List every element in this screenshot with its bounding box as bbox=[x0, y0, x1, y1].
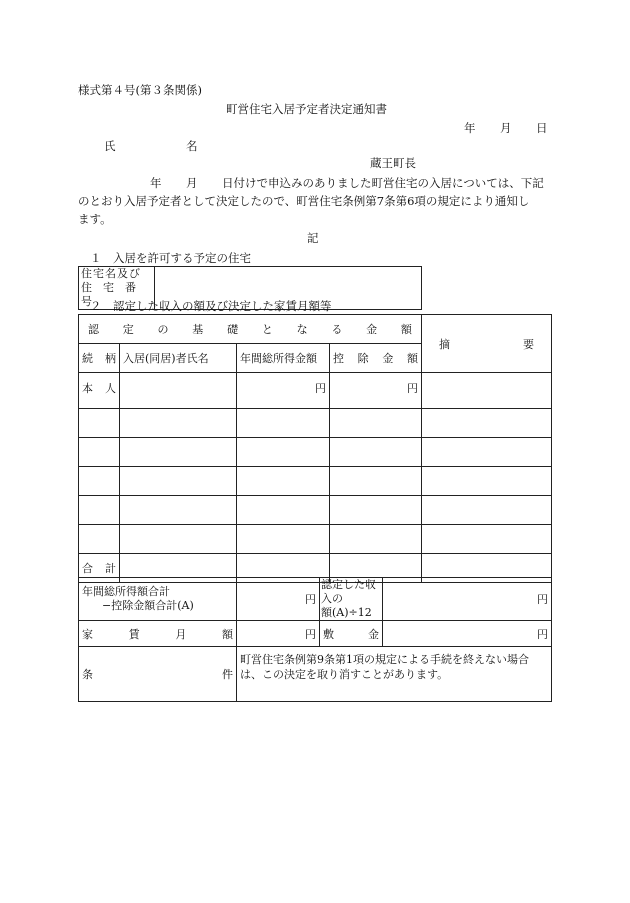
deduction-cell: 円 bbox=[330, 373, 422, 409]
table-row bbox=[79, 525, 552, 554]
para-line-3: ます。 bbox=[78, 212, 112, 226]
condition-label: 条 件 bbox=[79, 647, 237, 702]
para-month: 月 bbox=[186, 176, 198, 190]
table-row bbox=[79, 496, 552, 525]
deposit-label: 敷 金 bbox=[320, 621, 383, 647]
occupant-name-cell bbox=[120, 373, 237, 409]
date-year-label: 年 bbox=[464, 121, 476, 135]
relation-header: 続 柄 bbox=[79, 344, 120, 373]
basis-amount-header: 認 定 の 基 礎 と な る 金 額 bbox=[79, 315, 422, 344]
deduction-header: 控 除 金 額 bbox=[330, 344, 422, 373]
condition-text: 町営住宅条例第9条第1項の規定による手続を終えない場合 は、この決定を取り消すことがあります。 bbox=[237, 647, 552, 702]
housing-name-label: 住宅名及び bbox=[79, 267, 155, 282]
date-day-label: 日 bbox=[536, 121, 548, 135]
recognized-income-label: 認定した収入の 額(A)÷12 bbox=[320, 578, 383, 621]
annual-income-header: 年間総所得金額 bbox=[237, 344, 330, 373]
total-label: 合 計 bbox=[79, 554, 120, 583]
section2-heading: ２ 認定した収入の額及び決定した家賃月額等 bbox=[90, 299, 332, 313]
net-income-value: 円 bbox=[237, 578, 320, 621]
remarks-header: 摘 要 bbox=[422, 315, 552, 373]
date-month-label: 月 bbox=[500, 121, 512, 135]
rent-value: 円 bbox=[237, 621, 320, 647]
recipient-name-label-1: 氏 bbox=[104, 139, 116, 153]
deposit-value: 円 bbox=[383, 621, 552, 647]
issuer: 蔵王町長 bbox=[370, 156, 416, 170]
table-row bbox=[79, 373, 552, 409]
document-title: 町営住宅入居予定者決定通知書 bbox=[226, 102, 387, 116]
para-year: 年 bbox=[150, 176, 162, 190]
para-line-2: のとおり入居予定者として決定したので、町営住宅条例第7条第6項の規定により通知し bbox=[78, 194, 530, 208]
rent-label: 家 賃 月 額 bbox=[79, 621, 237, 647]
ki-label: 記 bbox=[307, 231, 319, 245]
form-number: 様式第４号(第３条関係) bbox=[78, 83, 202, 97]
recipient-name-label-2: 名 bbox=[186, 139, 198, 153]
section1-heading: １ 入居を許可する予定の住宅 bbox=[90, 251, 251, 265]
relation-cell: 本 人 bbox=[79, 373, 120, 409]
income-table bbox=[78, 314, 552, 583]
rent-table bbox=[78, 577, 552, 702]
housing-number-label: 住 宅 番 号 bbox=[79, 281, 155, 310]
remarks-cell bbox=[422, 373, 552, 409]
table-row bbox=[79, 438, 552, 467]
table-row bbox=[79, 409, 552, 438]
annual-income-cell: 円 bbox=[237, 373, 330, 409]
occupant-name-header: 入居(同居)者氏名 bbox=[120, 344, 237, 373]
para-line-1: 日付けで申込みのありました町営住宅の入居については、下記 bbox=[222, 176, 544, 190]
recognized-income-value: 円 bbox=[383, 578, 552, 621]
net-income-label: 年間総所得額合計 −控除金額合計(A) bbox=[79, 578, 237, 621]
table-row bbox=[79, 467, 552, 496]
